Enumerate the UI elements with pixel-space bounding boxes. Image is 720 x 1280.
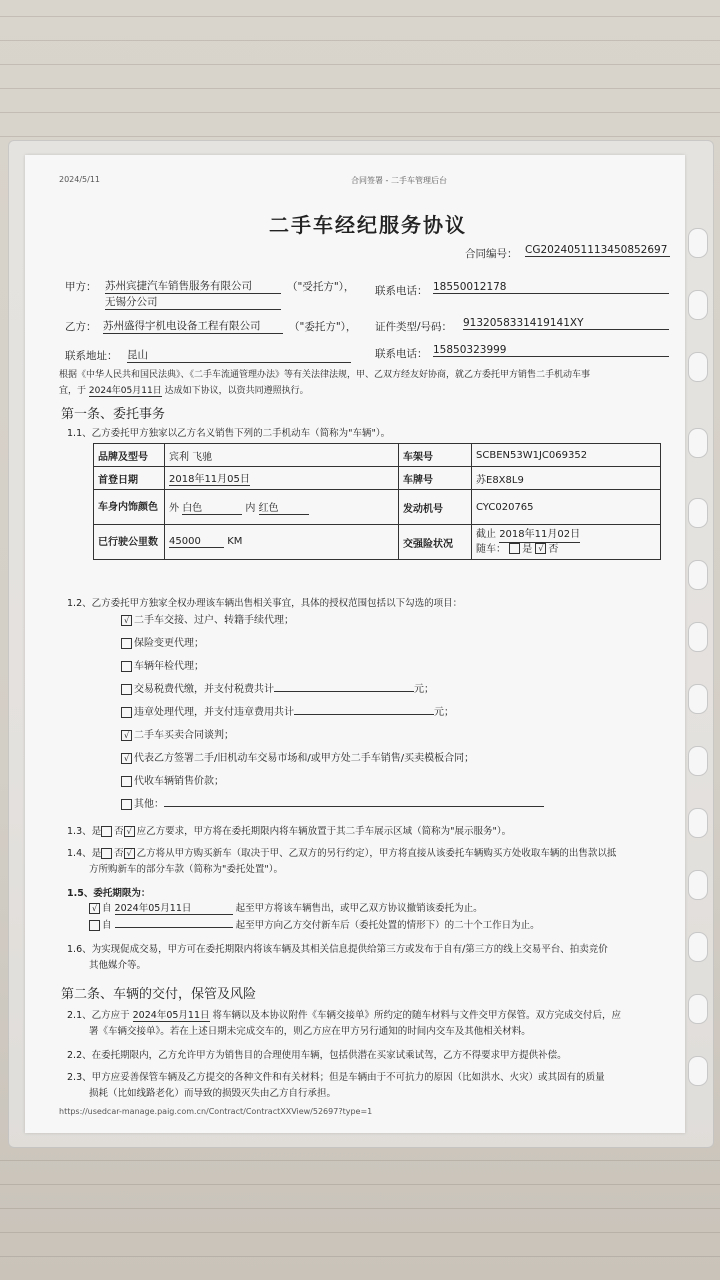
- party-a-phone-label: 联系电话：: [375, 285, 428, 297]
- color-out-prefix: 外: [169, 503, 179, 514]
- intro-line-1: 根据《中华人民共和国民法典》、《二手车流通管理办法》等有关法律法规，甲、乙双方经友好协商，就乙方委托甲方销售二手机动车事: [59, 370, 591, 380]
- option-checkbox[interactable]: √: [121, 753, 132, 764]
- option-text: 保险变更代理；: [134, 638, 204, 649]
- punch-hole: [688, 498, 708, 528]
- party-b-name: 苏州盛得宇机电设备工程有限公司: [103, 318, 283, 334]
- color-cell: [165, 490, 399, 525]
- option-text: 其他：: [134, 799, 164, 810]
- engine-value: CYC020765: [472, 490, 661, 525]
- punch-hole: [688, 932, 708, 962]
- insurance-prefix: 截止: [476, 528, 496, 540]
- option-checkbox[interactable]: √: [121, 730, 132, 741]
- punch-hole: [688, 622, 708, 652]
- c15-l1-date: 2024年05月11日: [115, 900, 233, 915]
- punch-hole: [688, 290, 708, 320]
- party-b-id-label: 证件类型/号码：: [375, 321, 453, 333]
- punch-hole: [688, 1056, 708, 1086]
- c14-no: 否: [114, 848, 124, 859]
- c14-no-checkbox[interactable]: √: [124, 848, 135, 859]
- engine-label: 发动机号: [399, 490, 472, 525]
- party-b-id: 9132058331419141XY: [463, 317, 669, 330]
- punch-hole: [688, 808, 708, 838]
- option-checkbox[interactable]: [121, 661, 132, 672]
- contract-no-value: CG20240511134508526​97: [525, 244, 670, 257]
- color-in: 红色: [259, 499, 309, 515]
- party-a-phone: 18550012178: [433, 281, 669, 294]
- clause-1-4-line2: 方所购新车的部分车款（简称为"委托处置"）。: [89, 864, 283, 875]
- footer-url: https://usedcar-manage.paig.com.cn/Contract/ContractXXView/52697?type=1: [59, 1107, 373, 1116]
- clause-1-1: 1.1、乙方委托甲方独家以乙方名义销售下列的二手机动车（简称为"车辆"）。: [67, 428, 391, 439]
- c13-text: 应乙方要求，甲方将在委托期限内将车辆放置于其二手车展示区域（简称为"展示服务"）。: [136, 826, 512, 837]
- option-checkbox[interactable]: [121, 684, 132, 695]
- brand-value: 宾利 飞驰: [165, 444, 399, 467]
- punch-hole: [688, 684, 708, 714]
- insurance-no-checkbox[interactable]: √: [535, 543, 546, 554]
- clause-1-5-line2: [89, 917, 540, 931]
- punch-hole: [688, 228, 708, 258]
- party-b-role: （"委托方"），: [289, 321, 357, 333]
- option-text: 交易税费代缴，并支付税费共计: [134, 684, 274, 695]
- option-7: [121, 772, 224, 787]
- print-date: 2024/5/11: [59, 175, 101, 184]
- insurance-date: 2018年11月02日: [499, 528, 580, 543]
- contract-no-label: 合同编号：: [465, 248, 518, 260]
- option-tail: 元；: [434, 707, 454, 718]
- party-b-addr-label: 联系地址：: [65, 350, 118, 362]
- c15-line1-checkbox[interactable]: √: [89, 903, 100, 914]
- punch-hole: [688, 352, 708, 382]
- insurance-cell: [472, 525, 661, 560]
- clause-2-3-line2: 损耗（比如线路老化）而导致的损毁灭失由乙方自行承担。: [89, 1088, 337, 1099]
- print-site: 合同签署 - 二手车管理后台: [351, 176, 447, 185]
- clause-2-1-line2: 署《车辆交接单》。若在上述日期未完成交车的，则乙方应在甲方另行通知的时间内交车及其他相关材料。: [89, 1026, 531, 1037]
- c21-date: 2024年05月11日: [133, 1007, 210, 1022]
- option-text: 违章处理代理，并支付违章费用共计: [134, 707, 294, 718]
- option-2: [121, 657, 204, 672]
- option-0: [121, 611, 294, 626]
- c21-text: 将车辆以及本协议附件《车辆交接单》所约定的随车材料与文件交甲方保管。双方完成交付后，应: [212, 1010, 622, 1021]
- km-label: 已行驶公里数: [94, 525, 165, 560]
- c13-no-checkbox[interactable]: √: [124, 826, 135, 837]
- insurance-no: 否: [548, 543, 559, 555]
- option-text: 二手车买卖合同谈判；: [134, 730, 234, 741]
- clause-1-5-label: 1.5、委托期限为：: [67, 888, 151, 899]
- contract-page: [25, 155, 685, 1133]
- clause-1-5-line1: [89, 900, 483, 915]
- color-in-prefix: 内: [245, 503, 256, 514]
- party-a-label: 甲方：: [65, 281, 97, 293]
- intro-date: 2024年05月11日: [89, 383, 162, 397]
- reg-cell: [165, 467, 399, 490]
- clause-2-2: 2.2、在委托期限内，乙方允许甲方为销售目的合理使用车辆，包括供潜在买家试乘试驾，乙方不得要求甲方提供补偿。: [67, 1050, 567, 1061]
- section-1-title: 第一条、委托事务: [61, 407, 166, 422]
- punch-hole: [688, 994, 708, 1024]
- option-text: 代收车辆销售价款；: [134, 776, 224, 787]
- page-title: 二手车经纪服务协议: [269, 213, 467, 237]
- insurance-yes-checkbox[interactable]: [509, 543, 520, 554]
- c13-no: 否: [114, 826, 124, 837]
- party-a-name-1: 苏州宾捷汽车销售服务有限公司: [105, 278, 281, 294]
- reg-label: 首登日期: [94, 467, 165, 490]
- vehicle-table: [93, 443, 661, 560]
- brand-label: 品牌及型号: [94, 444, 165, 467]
- c14-yes: 1.4、是: [67, 848, 102, 859]
- party-b-phone-label: 联系电话：: [375, 348, 428, 360]
- section-2-title: 第二条、车辆的交付，保管及风险: [61, 987, 257, 1002]
- c15-line2-checkbox[interactable]: [89, 920, 100, 931]
- punch-hole: [688, 560, 708, 590]
- km-cell: [165, 525, 399, 560]
- clause-1-3: [67, 823, 511, 837]
- c13-yes: 1.3、是: [67, 826, 102, 837]
- clause-1-6-line2: 其他媒介等。: [89, 960, 147, 971]
- clause-2-1: [67, 1007, 621, 1022]
- vin-label: 车架号: [399, 444, 472, 467]
- insurance-label: 交强险状况: [399, 525, 472, 560]
- punch-hole: [688, 428, 708, 458]
- punch-hole: [688, 870, 708, 900]
- vin-value: SCBEN53W1JC069352: [472, 444, 661, 467]
- option-text: 车辆年检代理；: [134, 661, 204, 672]
- intro-text-a: 宜，于: [59, 386, 87, 396]
- km-value: 45000: [169, 536, 224, 548]
- option-text: 二手车交接、过户、转籍手续代理；: [134, 615, 294, 626]
- option-checkbox[interactable]: [121, 707, 132, 718]
- party-b-addr: 昆山: [127, 347, 351, 363]
- km-unit: KM: [227, 536, 243, 547]
- party-a-name-2: 无锡分公司: [105, 294, 281, 310]
- option-checkbox[interactable]: [121, 638, 132, 649]
- insurance-follow: 随车：: [476, 543, 506, 555]
- party-a-role: （"受托方"），: [287, 281, 355, 293]
- clause-2-3-line1: 2.3、甲方应妥善保管车辆及乙方提交的各种文件和有关材料；但是车辆由于不可抗力的原因（比如洪水、火灾）或其固有的质量: [67, 1072, 605, 1083]
- option-tail: 元；: [414, 684, 434, 695]
- color-label: 车身内饰颜色: [94, 490, 165, 525]
- clause-1-4: [67, 845, 616, 859]
- intro-text-b: 达成如下协议，以资共同遵照执行。: [164, 386, 309, 396]
- option-3: [121, 680, 434, 695]
- option-5: [121, 726, 234, 741]
- option-checkbox[interactable]: [121, 799, 132, 810]
- option-8: [121, 795, 544, 810]
- option-4: [121, 703, 454, 718]
- option-text: 代表乙方签署二手/旧机动车交易市场和/或甲方处二手车销售/买卖模板合同；: [134, 753, 475, 764]
- plate-label: 车牌号: [399, 467, 472, 490]
- c15-l1-pre: 自: [102, 903, 112, 914]
- option-checkbox[interactable]: [121, 776, 132, 787]
- intro-line-2: [59, 383, 309, 397]
- c21-pre: 2.1、乙方应于: [67, 1010, 130, 1021]
- c15-l2-pre: 自: [102, 920, 112, 931]
- reg-value: 2018年11月05日: [169, 470, 250, 486]
- c14-text: 乙方将从甲方购买新车（取决于甲、乙双方的另行约定），甲方将直接从该委托车辆购买方处收取车辆的出售款以抵: [136, 848, 617, 859]
- c13-yes-checkbox[interactable]: [101, 826, 112, 837]
- c14-yes-checkbox[interactable]: [101, 848, 112, 859]
- option-1: [121, 634, 204, 649]
- party-b-phone: 15850323999: [433, 344, 669, 357]
- clause-1-2: 1.2、乙方委托甲方独家全权办理该车辆出售相关事宜，具体的授权范围包括以下勾选的项目：: [67, 598, 463, 609]
- option-6: [121, 749, 474, 764]
- plate-value: 苏E8X8L9: [472, 467, 661, 490]
- option-checkbox[interactable]: √: [121, 615, 132, 626]
- c15-l2-text: 起至甲方向乙方交付新车后（委托处置的情形下）的二十个工作日为止。: [235, 920, 540, 931]
- punch-hole: [688, 746, 708, 776]
- c15-l1-text: 起至甲方将该车辆售出，或甲乙双方协议撤销该委托为止。: [235, 903, 483, 914]
- insurance-yes: 是: [522, 543, 533, 555]
- color-out: 白色: [182, 499, 242, 515]
- clause-1-6-line1: 1.6、为实现促成交易，甲方可在委托期限内将该车辆及其相关信息提供给第三方或发布于自有/第三方的线上交易平台、拍卖竞价: [67, 944, 608, 955]
- party-b-label: 乙方：: [65, 321, 97, 333]
